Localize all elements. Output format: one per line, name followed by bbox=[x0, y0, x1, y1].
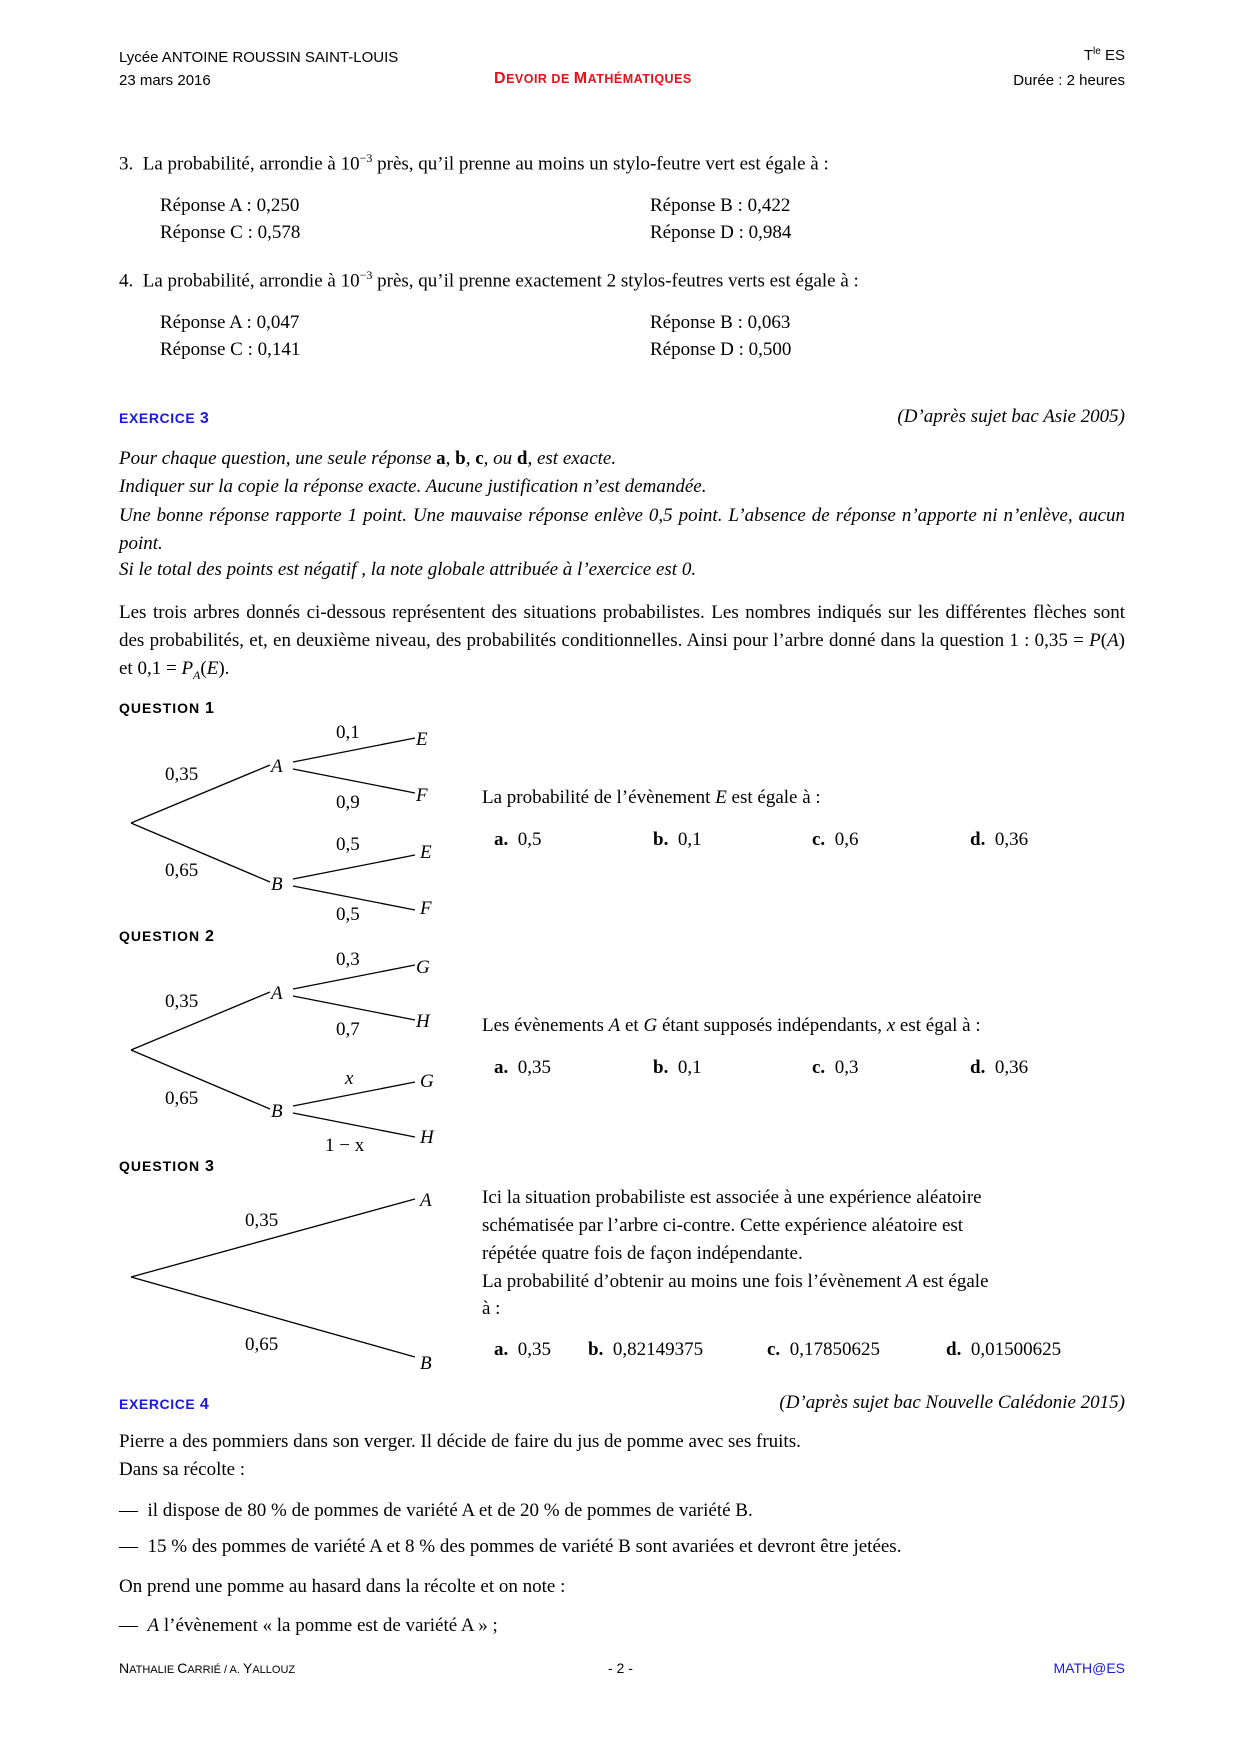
q3-choice-b: b. 0,82149375 bbox=[588, 1339, 704, 1360]
prob-a-h-label: 0,7 bbox=[336, 1019, 360, 1040]
question-3-heading: QUESTION 3 bbox=[119, 1158, 215, 1175]
node-a: A bbox=[420, 1190, 432, 1211]
instruction-line-2: Indiquer sur la copie la réponse exacte. Aucune justification n’est demandée. bbox=[119, 476, 707, 497]
prob-b-f-label: 0,5 bbox=[336, 904, 360, 925]
node-a: A bbox=[271, 756, 283, 777]
footer-authors: NATHALIE CARRIÉ / A. YALLOUZ bbox=[119, 1660, 296, 1676]
prob-a-f-label: 0,9 bbox=[336, 792, 360, 813]
q1-choice-c: c. 0,6 bbox=[812, 829, 859, 850]
instruction-line-4: Si le total des points est négatif , la note globale attribuée à l’exercice est 0. bbox=[119, 559, 697, 580]
header-date: 23 mars 2016 bbox=[119, 72, 211, 89]
question-3-tree bbox=[0, 0, 480, 1754]
prob-b-g-label: x bbox=[345, 1068, 354, 1089]
prob-a-label: 0,35 bbox=[245, 1210, 279, 1231]
q2-choice-d: d. 0,36 bbox=[970, 1057, 1029, 1078]
q1-choice-b: b. 0,1 bbox=[653, 829, 702, 850]
q3-answer-c: Réponse C : 0,578 bbox=[160, 222, 301, 243]
exercise-4-line-2: Dans sa récolte : bbox=[119, 1459, 246, 1480]
header-school: Lycée ANTOINE ROUSSIN SAINT-LOUIS bbox=[119, 49, 399, 66]
exercise-3-intro: Les trois arbres donnés ci-dessous représentent des situations probabilistes. Les nombres indiqués sur les différentes flèches sont des probabilités, et, en deuxième niveau, des probabilités conditionnelles. Ainsi pour l’arbre donné dans la question 1 : 0,35 = P(A) et $0,1 = P_A(E)$. bbox=[119, 602, 1125, 682]
exercise-3-source: (D’après sujet bac Asie 2005) bbox=[897, 406, 1125, 427]
exercise-4-line-3: On prend une pomme au hasard dans la récolte et on note : bbox=[119, 1576, 566, 1597]
footer-site-link[interactable]: MATH@ES bbox=[1053, 1660, 1125, 1676]
q4-answer-b: Réponse B : 0,063 bbox=[650, 312, 791, 333]
node-a-g: G bbox=[416, 957, 430, 978]
q4-answer-d: Réponse D : 0,500 bbox=[650, 339, 792, 360]
instruction-line-1: Pour chaque question, une seule réponse a, b, c, ou d, est exacte. bbox=[119, 448, 617, 469]
question-2-heading: QUESTION 2 bbox=[119, 928, 215, 945]
question-1-heading: QUESTION 1 bbox=[119, 700, 215, 717]
q2-choice-c: c. 0,3 bbox=[812, 1057, 859, 1078]
node-a-e: E bbox=[416, 729, 428, 750]
exercise-4-bullet-2: — 15 % des pommes de variété A et 8 % des pommes de variété B sont avariées et devront être jetées. bbox=[119, 1536, 902, 1557]
prob-b-label: 0,65 bbox=[165, 1088, 199, 1109]
q3-prompt-line-4: La probabilité d’obtenir au moins une fois l’évènement A est égale bbox=[482, 1271, 989, 1292]
prob-a-label: 0,35 bbox=[165, 764, 199, 785]
question-3: 3. La probabilité, arrondie à $10^{-3}$ près, qu’il prenne au moins un stylo-feutre vert est égale à : bbox=[119, 151, 829, 175]
node-b-g: G bbox=[420, 1071, 434, 1092]
q3-prompt-line-1: Ici la situation probabiliste est associée à une expérience aléatoire bbox=[482, 1187, 982, 1208]
instruction-line-3: Une bonne réponse rapporte 1 point. Une mauvaise réponse enlève 0,5 point. L’absence de réponse n’apporte ni n’enlève, aucun point. bbox=[119, 505, 1125, 554]
q3-answer-a: Réponse A : 0,250 bbox=[160, 195, 300, 216]
prob-b-h-label: 1 − x bbox=[325, 1135, 365, 1156]
node-a: A bbox=[271, 983, 283, 1004]
exercise-4-heading: EXERCICE 4 bbox=[119, 1396, 210, 1413]
node-a-h: H bbox=[416, 1011, 430, 1032]
q1-choice-a: a. 0,5 bbox=[494, 829, 542, 850]
prob-b-label: 0,65 bbox=[165, 860, 199, 881]
header-class: $T^{le}$ ES bbox=[1083, 46, 1125, 64]
node-b: B bbox=[420, 1353, 432, 1374]
header-duration: Durée : 2 heures bbox=[1013, 72, 1125, 89]
prob-a-g-label: 0,3 bbox=[336, 949, 360, 970]
q2-choice-b: b. 0,1 bbox=[653, 1057, 702, 1078]
exercise-4-line-1: Pierre a des pommiers dans son verger. Il décide de faire du jus de pomme avec ses fruits. bbox=[119, 1431, 801, 1452]
q3-answer-b: Réponse B : 0,422 bbox=[650, 195, 791, 216]
q3-answer-d: Réponse D : 0,984 bbox=[650, 222, 792, 243]
document-title: DEVOIR DE MATHÉMATIQUES bbox=[494, 70, 692, 87]
question-1-prompt: La probabilité de l’évènement E est égale à : bbox=[482, 787, 821, 808]
node-b-e: E bbox=[420, 842, 432, 863]
exercise-4-source: (D’après sujet bac Nouvelle Calédonie 2015) bbox=[779, 1392, 1125, 1413]
q3-choice-d: d. 0,01500625 bbox=[946, 1339, 1062, 1360]
exercise-4-bullet-1: — il dispose de 80 % de pommes de variété A et de 20 % de pommes de variété B. bbox=[119, 1500, 753, 1521]
q3-choice-a: a. 0,35 bbox=[494, 1339, 551, 1360]
footer-page-number: - 2 - bbox=[608, 1660, 633, 1676]
q3-prompt-line-2: schématisée par l’arbre ci-contre. Cette expérience aléatoire est bbox=[482, 1215, 964, 1236]
q4-answer-a: Réponse A : 0,047 bbox=[160, 312, 300, 333]
prob-a-e-label: 0,1 bbox=[336, 722, 360, 743]
exercise-3-heading: EXERCICE 3 bbox=[119, 410, 210, 427]
q3-prompt-line-5: à : bbox=[482, 1298, 501, 1319]
node-b: B bbox=[271, 874, 283, 895]
q1-choice-d: d. 0,36 bbox=[970, 829, 1029, 850]
q3-choice-c: c. 0,17850625 bbox=[767, 1339, 880, 1360]
q3-prompt-line-3: répétée quatre fois de façon indépendante. bbox=[482, 1243, 803, 1264]
node-a-f: F bbox=[416, 785, 428, 806]
node-b-h: H bbox=[420, 1127, 434, 1148]
exercise-4-bullet-3: — A l’évènement « la pomme est de variété A » ; bbox=[119, 1615, 498, 1636]
question-4: 4. La probabilité, arrondie à $10^{-3}$ près, qu’il prenne exactement 2 stylos-feutres verts est égale à : bbox=[119, 268, 859, 292]
prob-b-e-label: 0,5 bbox=[336, 834, 360, 855]
q4-answer-c: Réponse C : 0,141 bbox=[160, 339, 301, 360]
prob-a-label: 0,35 bbox=[165, 991, 199, 1012]
node-b-f: F bbox=[420, 898, 432, 919]
question-2-prompt: Les évènements A et G étant supposés indépendants, x est égal à : bbox=[482, 1015, 981, 1036]
node-b: B bbox=[271, 1101, 283, 1122]
prob-b-label: 0,65 bbox=[245, 1334, 279, 1355]
q2-choice-a: a. 0,35 bbox=[494, 1057, 551, 1078]
